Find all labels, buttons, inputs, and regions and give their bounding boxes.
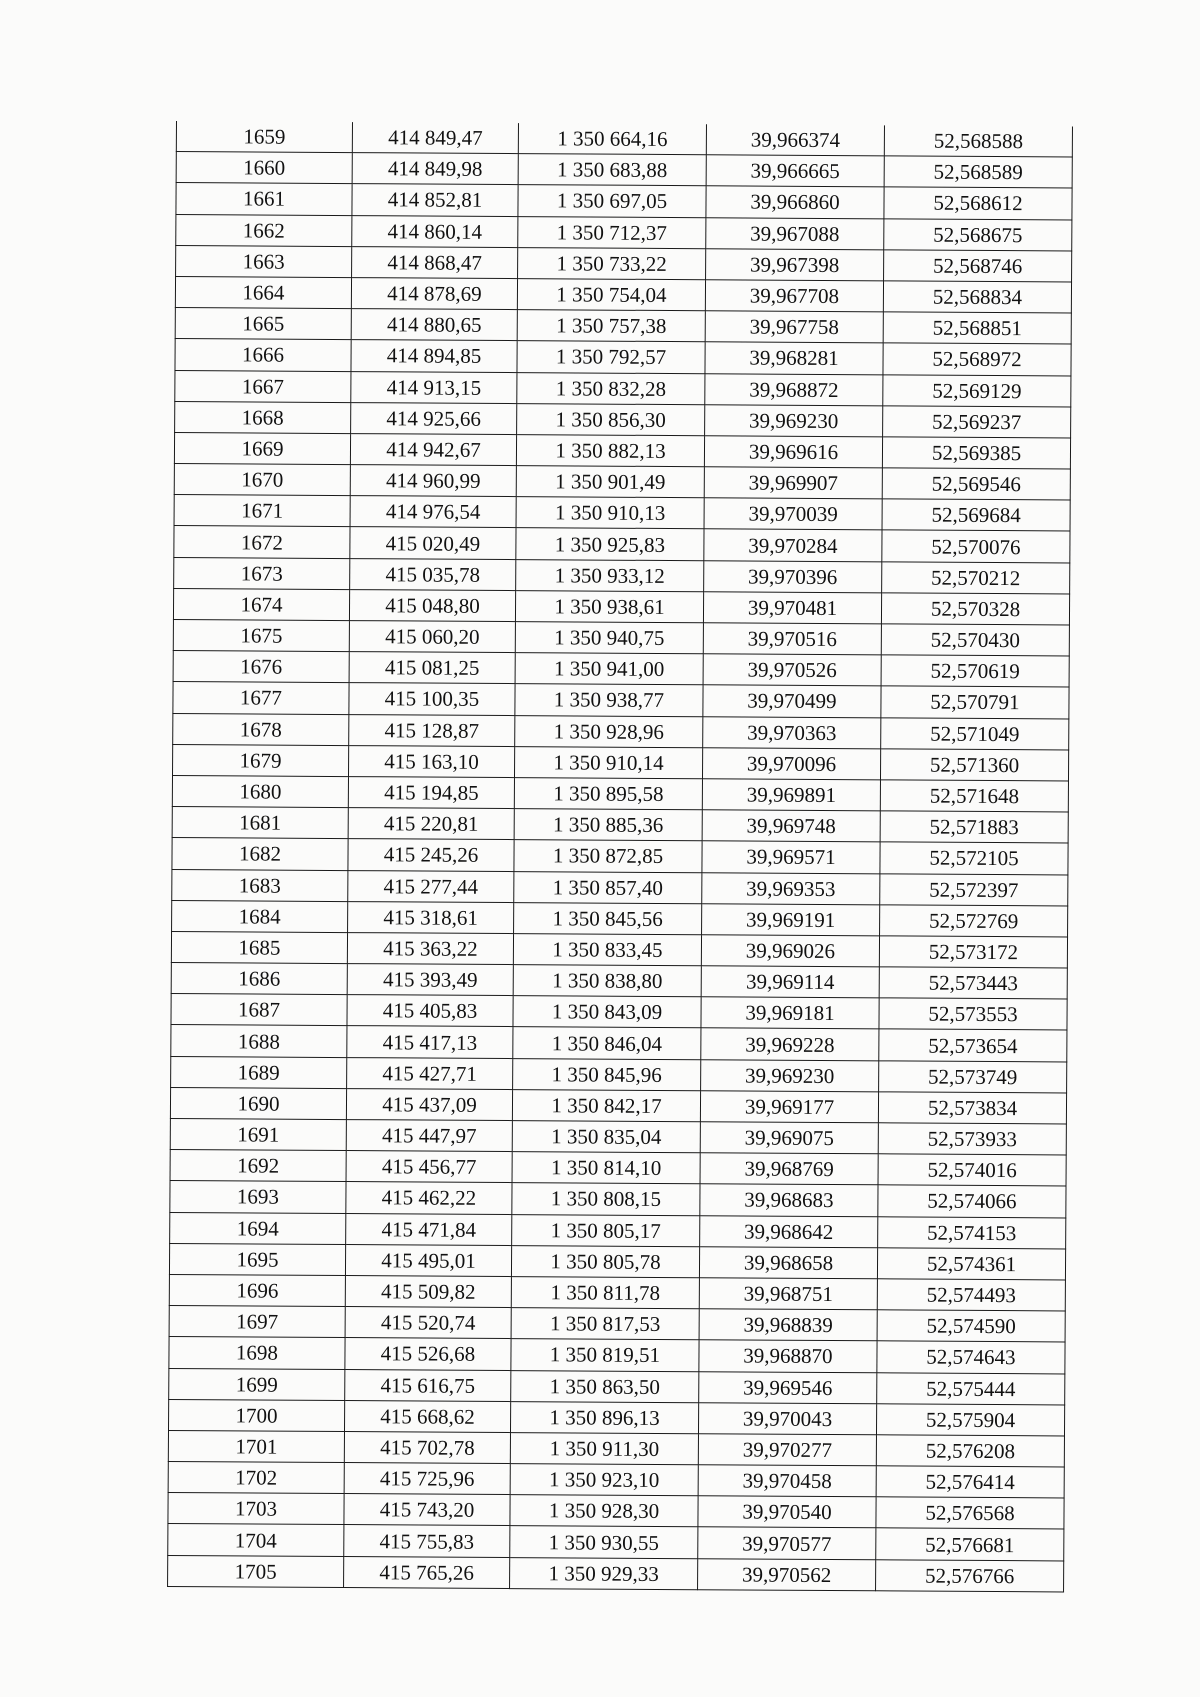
- longitude-cell: 52,573553: [879, 998, 1067, 1030]
- y-coordinate-cell: 1 350 757,38: [517, 310, 705, 342]
- latitude-cell: 39,969616: [704, 436, 882, 468]
- latitude-cell: 39,969891: [702, 779, 880, 811]
- longitude-cell: 52,574016: [878, 1154, 1066, 1186]
- y-coordinate-cell: 1 350 712,37: [518, 216, 706, 248]
- x-coordinate-cell: 414 913,15: [351, 371, 517, 403]
- longitude-cell: 52,568746: [884, 250, 1072, 282]
- x-coordinate-cell: 415 020,49: [350, 527, 516, 559]
- latitude-cell: 39,968642: [700, 1215, 878, 1247]
- latitude-cell: 39,970481: [703, 592, 881, 624]
- latitude-cell: 39,970540: [698, 1496, 876, 1528]
- x-coordinate-cell: 415 100,35: [349, 683, 515, 715]
- point-number-cell: 1669: [174, 432, 350, 464]
- point-number-cell: 1684: [172, 900, 348, 932]
- point-number-cell: 1670: [174, 464, 350, 496]
- longitude-cell: 52,575444: [877, 1372, 1065, 1404]
- longitude-cell: 52,574590: [877, 1310, 1065, 1342]
- x-coordinate-cell: 415 462,22: [346, 1182, 512, 1214]
- longitude-cell: 52,575904: [876, 1403, 1064, 1435]
- longitude-cell: 52,573933: [878, 1123, 1066, 1155]
- latitude-cell: 39,970039: [704, 498, 882, 530]
- longitude-cell: 52,568588: [884, 125, 1072, 157]
- y-coordinate-cell: 1 350 846,04: [513, 1027, 701, 1059]
- point-number-cell: 1664: [175, 276, 351, 308]
- latitude-cell: 39,969748: [702, 810, 880, 842]
- table-row: [168, 1555, 1064, 1592]
- y-coordinate-cell: 1 350 925,83: [516, 528, 704, 560]
- x-coordinate-cell: 415 245,26: [348, 839, 514, 871]
- x-coordinate-cell: 415 520,74: [345, 1307, 511, 1339]
- latitude-cell: 39,969114: [701, 966, 879, 998]
- point-number-cell: 1686: [171, 963, 347, 995]
- longitude-cell: 52,571049: [881, 717, 1069, 749]
- y-coordinate-cell: 1 350 832,28: [517, 372, 705, 404]
- point-number-cell: 1659: [176, 121, 352, 153]
- point-number-cell: 1676: [173, 651, 349, 683]
- latitude-cell: 39,968769: [700, 1153, 878, 1185]
- point-number-cell: 1665: [175, 308, 351, 340]
- x-coordinate-cell: 415 702,78: [344, 1431, 510, 1463]
- x-coordinate-cell: 415 220,81: [348, 808, 514, 840]
- latitude-cell: 39,969181: [701, 997, 879, 1029]
- point-number-cell: 1704: [168, 1524, 344, 1556]
- longitude-cell: 52,571883: [880, 811, 1068, 843]
- latitude-cell: 39,967398: [706, 248, 884, 280]
- latitude-cell: 39,970458: [698, 1465, 876, 1497]
- point-number-cell: 1689: [171, 1056, 347, 1088]
- latitude-cell: 39,969228: [701, 1028, 879, 1060]
- latitude-cell: 39,969546: [699, 1371, 877, 1403]
- longitude-cell: 52,569385: [882, 437, 1070, 469]
- latitude-cell: 39,970499: [703, 685, 881, 717]
- longitude-cell: 52,570430: [881, 624, 1069, 656]
- x-coordinate-cell: 415 277,44: [348, 870, 514, 902]
- x-coordinate-cell: 415 393,49: [347, 964, 513, 996]
- longitude-cell: 52,572397: [880, 873, 1068, 905]
- y-coordinate-cell: 1 350 845,56: [514, 902, 702, 934]
- longitude-cell: 52,570212: [882, 561, 1070, 593]
- point-number-cell: 1682: [172, 838, 348, 870]
- y-coordinate-cell: 1 350 811,78: [511, 1277, 699, 1309]
- longitude-cell: 52,574361: [877, 1248, 1065, 1280]
- longitude-cell: 52,568589: [884, 156, 1072, 188]
- latitude-cell: 39,969230: [705, 404, 883, 436]
- point-number-cell: 1674: [173, 588, 349, 620]
- y-coordinate-cell: 1 350 805,17: [512, 1214, 700, 1246]
- y-coordinate-cell: 1 350 856,30: [517, 403, 705, 435]
- x-coordinate-cell: 414 942,67: [350, 433, 516, 465]
- y-coordinate-cell: 1 350 941,00: [515, 653, 703, 685]
- y-coordinate-cell: 1 350 911,30: [510, 1432, 698, 1464]
- y-coordinate-cell: 1 350 928,96: [515, 715, 703, 747]
- point-number-cell: 1688: [171, 1025, 347, 1057]
- point-number-cell: 1679: [173, 744, 349, 776]
- latitude-cell: 39,969075: [700, 1122, 878, 1154]
- y-coordinate-cell: 1 350 817,53: [511, 1308, 699, 1340]
- y-coordinate-cell: 1 350 901,49: [516, 466, 704, 498]
- x-coordinate-cell: 414 925,66: [351, 402, 517, 434]
- point-number-cell: 1693: [170, 1181, 346, 1213]
- y-coordinate-cell: 1 350 896,13: [510, 1401, 698, 1433]
- y-coordinate-cell: 1 350 938,77: [515, 684, 703, 716]
- y-coordinate-cell: 1 350 930,55: [510, 1526, 698, 1558]
- latitude-cell: 39,966665: [706, 155, 884, 187]
- y-coordinate-cell: 1 350 910,13: [516, 497, 704, 529]
- point-number-cell: 1672: [174, 526, 350, 558]
- x-coordinate-cell: 415 456,77: [346, 1151, 512, 1183]
- latitude-cell: 39,966374: [706, 124, 884, 156]
- latitude-cell: 39,970526: [703, 654, 881, 686]
- point-number-cell: 1680: [172, 775, 348, 807]
- latitude-cell: 39,969191: [702, 903, 880, 935]
- longitude-cell: 52,569129: [883, 374, 1071, 406]
- y-coordinate-cell: 1 350 863,50: [511, 1370, 699, 1402]
- point-number-cell: 1702: [168, 1462, 344, 1494]
- latitude-cell: 39,969230: [701, 1059, 879, 1091]
- latitude-cell: 39,968839: [699, 1309, 877, 1341]
- longitude-cell: 52,574643: [877, 1341, 1065, 1373]
- coordinates-table-body: [168, 121, 1073, 1592]
- longitude-cell: 52,576208: [876, 1435, 1064, 1467]
- x-coordinate-cell: 414 960,99: [350, 465, 516, 497]
- y-coordinate-cell: 1 350 929,33: [510, 1557, 698, 1589]
- point-number-cell: 1687: [171, 994, 347, 1026]
- point-number-cell: 1683: [172, 869, 348, 901]
- longitude-cell: 52,568972: [883, 343, 1071, 375]
- y-coordinate-cell: 1 350 754,04: [517, 279, 705, 311]
- longitude-cell: 52,572769: [880, 905, 1068, 937]
- y-coordinate-cell: 1 350 895,58: [514, 778, 702, 810]
- point-number-cell: 1666: [175, 339, 351, 371]
- point-number-cell: 1690: [170, 1087, 346, 1119]
- longitude-cell: 52,569546: [882, 468, 1070, 500]
- latitude-cell: 39,970284: [704, 529, 882, 561]
- x-coordinate-cell: 415 163,10: [348, 745, 514, 777]
- y-coordinate-cell: 1 350 933,12: [516, 559, 704, 591]
- longitude-cell: 52,576414: [876, 1466, 1064, 1498]
- latitude-cell: 39,967088: [706, 217, 884, 249]
- longitude-cell: 52,574066: [878, 1185, 1066, 1217]
- y-coordinate-cell: 1 350 843,09: [513, 996, 701, 1028]
- x-coordinate-cell: 415 743,20: [344, 1494, 510, 1526]
- latitude-cell: 39,968872: [705, 373, 883, 405]
- longitude-cell: 52,574493: [877, 1279, 1065, 1311]
- point-number-cell: 1663: [176, 245, 352, 277]
- latitude-cell: 39,970043: [698, 1402, 876, 1434]
- point-number-cell: 1675: [173, 619, 349, 651]
- longitude-cell: 52,569237: [883, 406, 1071, 438]
- y-coordinate-cell: 1 350 910,14: [514, 746, 702, 778]
- y-coordinate-cell: 1 350 697,05: [518, 185, 706, 217]
- latitude-cell: 39,969353: [702, 872, 880, 904]
- y-coordinate-cell: 1 350 808,15: [512, 1183, 700, 1215]
- x-coordinate-cell: 414 852,81: [352, 184, 518, 216]
- point-number-cell: 1695: [169, 1243, 345, 1275]
- latitude-cell: 39,970396: [704, 560, 882, 592]
- point-number-cell: 1699: [169, 1368, 345, 1400]
- longitude-cell: 52,570328: [881, 593, 1069, 625]
- point-number-cell: 1701: [168, 1430, 344, 1462]
- longitude-cell: 52,568851: [883, 312, 1071, 344]
- y-coordinate-cell: 1 350 833,45: [513, 933, 701, 965]
- x-coordinate-cell: 415 765,26: [344, 1556, 510, 1588]
- y-coordinate-cell: 1 350 835,04: [512, 1121, 700, 1153]
- x-coordinate-cell: 415 668,62: [344, 1400, 510, 1432]
- point-number-cell: 1694: [170, 1212, 346, 1244]
- latitude-cell: 39,968658: [699, 1246, 877, 1278]
- y-coordinate-cell: 1 350 664,16: [518, 123, 706, 155]
- point-number-cell: 1673: [174, 557, 350, 589]
- longitude-cell: 52,570791: [881, 686, 1069, 718]
- x-coordinate-cell: 414 976,54: [350, 496, 516, 528]
- point-number-cell: 1698: [169, 1337, 345, 1369]
- point-number-cell: 1681: [172, 807, 348, 839]
- coordinates-table: [167, 121, 1073, 1592]
- latitude-cell: 39,967758: [705, 311, 883, 343]
- longitude-cell: 52,576681: [876, 1528, 1064, 1560]
- point-number-cell: 1697: [169, 1306, 345, 1338]
- x-coordinate-cell: 415 417,13: [347, 1026, 513, 1058]
- latitude-cell: 39,970363: [703, 716, 881, 748]
- y-coordinate-cell: 1 350 923,10: [510, 1464, 698, 1496]
- latitude-cell: 39,969907: [704, 467, 882, 499]
- point-number-cell: 1703: [168, 1493, 344, 1525]
- latitude-cell: 39,968281: [705, 342, 883, 374]
- y-coordinate-cell: 1 350 733,22: [518, 247, 706, 279]
- y-coordinate-cell: 1 350 872,85: [514, 840, 702, 872]
- longitude-cell: 52,568675: [884, 218, 1072, 250]
- x-coordinate-cell: 415 405,83: [347, 995, 513, 1027]
- x-coordinate-cell: 414 849,47: [352, 122, 518, 154]
- point-number-cell: 1678: [173, 713, 349, 745]
- y-coordinate-cell: 1 350 814,10: [512, 1152, 700, 1184]
- longitude-cell: 52,573834: [878, 1092, 1066, 1124]
- point-number-cell: 1667: [175, 370, 351, 402]
- y-coordinate-cell: 1 350 842,17: [512, 1089, 700, 1121]
- x-coordinate-cell: 415 526,68: [345, 1338, 511, 1370]
- y-coordinate-cell: 1 350 805,78: [511, 1245, 699, 1277]
- latitude-cell: 39,969177: [700, 1091, 878, 1123]
- longitude-cell: 52,576568: [876, 1497, 1064, 1529]
- longitude-cell: 52,574153: [878, 1216, 1066, 1248]
- longitude-cell: 52,569684: [882, 499, 1070, 531]
- point-number-cell: 1660: [176, 152, 352, 184]
- x-coordinate-cell: 415 755,83: [344, 1525, 510, 1557]
- latitude-cell: 39,970096: [702, 747, 880, 779]
- longitude-cell: 52,573443: [879, 967, 1067, 999]
- point-number-cell: 1662: [176, 214, 352, 246]
- longitude-cell: 52,570076: [882, 530, 1070, 562]
- latitude-cell: 39,970516: [703, 623, 881, 655]
- x-coordinate-cell: 415 427,71: [347, 1057, 513, 1089]
- longitude-cell: 52,571648: [880, 780, 1068, 812]
- longitude-cell: 52,573172: [879, 936, 1067, 968]
- latitude-cell: 39,966860: [706, 186, 884, 218]
- x-coordinate-cell: 415 471,84: [346, 1213, 512, 1245]
- latitude-cell: 39,970577: [698, 1527, 876, 1559]
- x-coordinate-cell: 414 880,65: [351, 309, 517, 341]
- x-coordinate-cell: 415 363,22: [347, 932, 513, 964]
- x-coordinate-cell: 415 437,09: [346, 1088, 512, 1120]
- y-coordinate-cell: 1 350 928,30: [510, 1495, 698, 1527]
- longitude-cell: 52,568612: [884, 187, 1072, 219]
- x-coordinate-cell: 415 509,82: [345, 1275, 511, 1307]
- x-coordinate-cell: 415 048,80: [349, 589, 515, 621]
- y-coordinate-cell: 1 350 792,57: [517, 341, 705, 373]
- point-number-cell: 1677: [173, 682, 349, 714]
- x-coordinate-cell: 415 447,97: [346, 1120, 512, 1152]
- point-number-cell: 1700: [169, 1399, 345, 1431]
- latitude-cell: 39,969026: [701, 935, 879, 967]
- latitude-cell: 39,970277: [698, 1434, 876, 1466]
- longitude-cell: 52,573749: [879, 1060, 1067, 1092]
- longitude-cell: 52,576766: [876, 1559, 1064, 1591]
- latitude-cell: 39,968751: [699, 1278, 877, 1310]
- x-coordinate-cell: 415 495,01: [345, 1244, 511, 1276]
- y-coordinate-cell: 1 350 938,61: [515, 590, 703, 622]
- latitude-cell: 39,969571: [702, 841, 880, 873]
- longitude-cell: 52,573654: [879, 1029, 1067, 1061]
- y-coordinate-cell: 1 350 940,75: [515, 622, 703, 654]
- y-coordinate-cell: 1 350 882,13: [516, 434, 704, 466]
- point-number-cell: 1692: [170, 1150, 346, 1182]
- x-coordinate-cell: 415 318,61: [348, 901, 514, 933]
- x-coordinate-cell: 415 081,25: [349, 652, 515, 684]
- y-coordinate-cell: 1 350 845,96: [513, 1058, 701, 1090]
- point-number-cell: 1705: [168, 1555, 344, 1587]
- y-coordinate-cell: 1 350 885,36: [514, 809, 702, 841]
- point-number-cell: 1661: [176, 183, 352, 215]
- x-coordinate-cell: 415 060,20: [349, 621, 515, 653]
- x-coordinate-cell: 414 894,85: [351, 340, 517, 372]
- x-coordinate-cell: 415 035,78: [350, 558, 516, 590]
- point-number-cell: 1668: [175, 401, 351, 433]
- x-coordinate-cell: 415 128,87: [349, 714, 515, 746]
- y-coordinate-cell: 1 350 819,51: [511, 1339, 699, 1371]
- point-number-cell: 1671: [174, 495, 350, 527]
- x-coordinate-cell: 415 194,85: [348, 777, 514, 809]
- longitude-cell: 52,568834: [883, 281, 1071, 313]
- y-coordinate-cell: 1 350 683,88: [518, 154, 706, 186]
- latitude-cell: 39,967708: [705, 280, 883, 312]
- x-coordinate-cell: 414 860,14: [352, 215, 518, 247]
- latitude-cell: 39,968683: [700, 1184, 878, 1216]
- latitude-cell: 39,968870: [699, 1340, 877, 1372]
- y-coordinate-cell: 1 350 857,40: [514, 871, 702, 903]
- point-number-cell: 1696: [169, 1274, 345, 1306]
- longitude-cell: 52,571360: [880, 749, 1068, 781]
- x-coordinate-cell: 415 616,75: [345, 1369, 511, 1401]
- point-number-cell: 1685: [171, 931, 347, 963]
- x-coordinate-cell: 414 878,69: [351, 278, 517, 310]
- latitude-cell: 39,970562: [698, 1558, 876, 1590]
- x-coordinate-cell: 414 849,98: [352, 153, 518, 185]
- y-coordinate-cell: 1 350 838,80: [513, 965, 701, 997]
- longitude-cell: 52,572105: [880, 842, 1068, 874]
- x-coordinate-cell: 414 868,47: [352, 246, 518, 278]
- x-coordinate-cell: 415 725,96: [344, 1463, 510, 1495]
- point-number-cell: 1691: [170, 1118, 346, 1150]
- longitude-cell: 52,570619: [881, 655, 1069, 687]
